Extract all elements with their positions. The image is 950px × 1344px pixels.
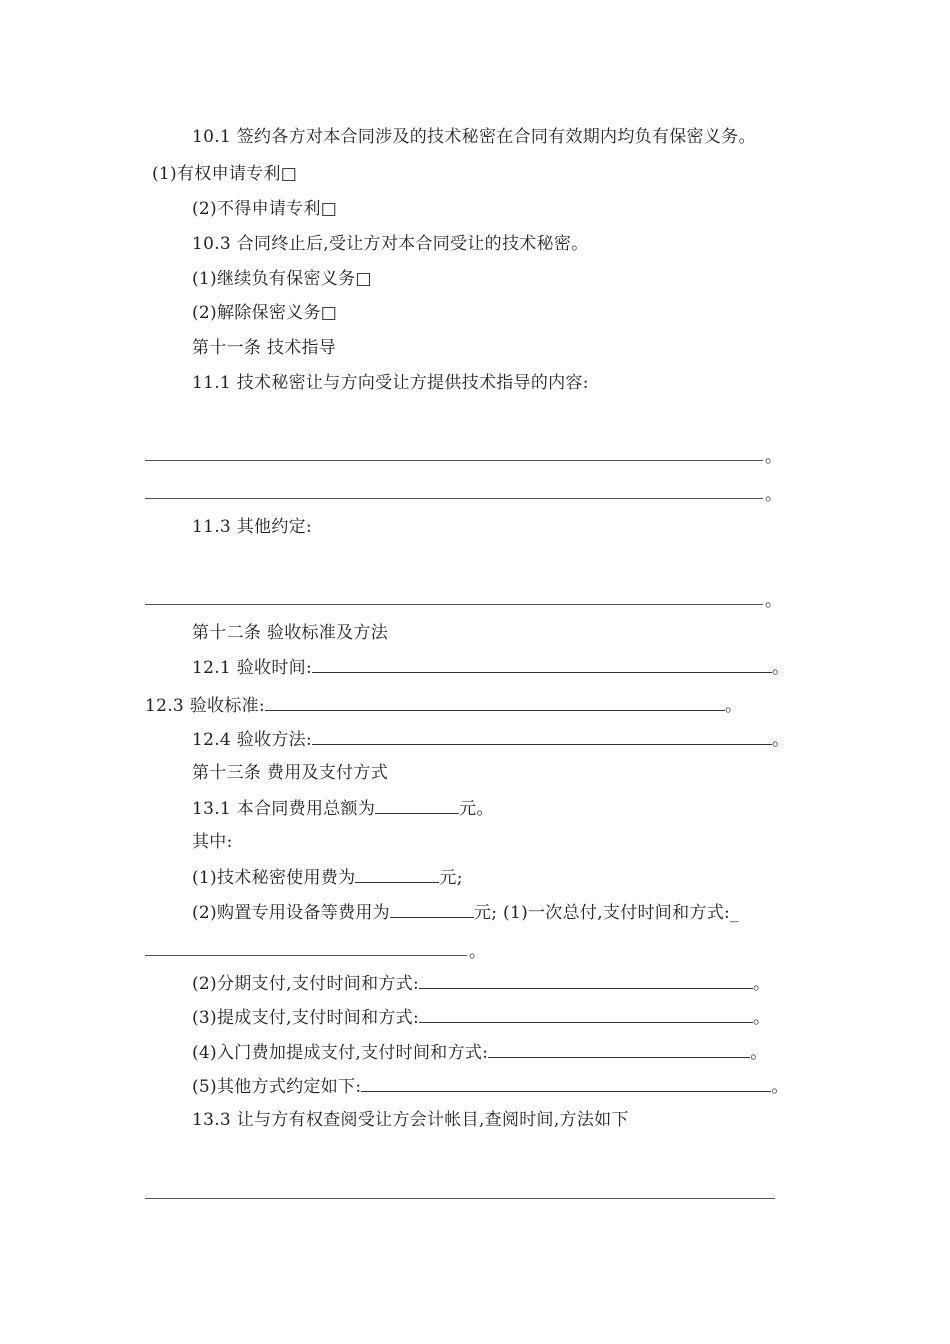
fill-line-11-b[interactable] — [145, 498, 763, 499]
use-fee-field[interactable] — [355, 866, 439, 883]
use-fee-unit: 元; — [439, 868, 463, 888]
lump-sum-label: 元; (1)一次总付,支付时间和方式: — [473, 903, 731, 923]
option-release-confidential: (2)解除保密义务□ — [192, 303, 338, 323]
period-mark: 。 — [771, 730, 790, 750]
total-fee-label: 13.1 本合同费用总额为 — [192, 799, 376, 819]
equipment-fee-row — [192, 901, 739, 924]
clause-12-3-label: 12.3 验收标准: — [145, 696, 265, 716]
clause-11-title: 第十一条 技术指导 — [192, 338, 337, 358]
use-fee-row — [192, 866, 463, 889]
installment-label: (2)分期支付,支付时间和方式: — [192, 974, 420, 994]
period-mark: 。 — [753, 974, 771, 994]
inspection-method-field[interactable] — [312, 728, 772, 745]
fill-line-11-3[interactable] — [145, 604, 763, 605]
option-keep-confidential: (1)继续负有保密义务□ — [192, 269, 372, 289]
period-mark: 。 — [750, 1043, 768, 1063]
option-no-patent: (2)不得申请专利□ — [192, 199, 338, 219]
clause-12-4-row — [192, 728, 789, 751]
equipment-fee-field[interactable] — [390, 901, 474, 918]
audit-fill-line[interactable] — [145, 1198, 775, 1199]
other-method-row — [192, 1075, 789, 1098]
period-mark: 。 — [724, 696, 743, 716]
clause-12-title: 第十二条 验收标准及方法 — [192, 623, 389, 643]
option-may-apply-patent: (1)有权申请专利□ — [152, 164, 298, 184]
royalty-field[interactable] — [419, 1006, 753, 1023]
inspection-standard-field[interactable] — [265, 694, 725, 711]
clause-12-1-row — [192, 656, 789, 679]
clause-12-4-label: 12.4 验收方法: — [192, 730, 312, 750]
clause-10-3: 10.3 合同终止后,受让方对本合同受让的技术秘密。 — [192, 234, 589, 254]
period-mark: 。 — [771, 1077, 789, 1097]
clause-13-1-row — [192, 797, 494, 820]
among-label: 其中: — [192, 832, 233, 852]
entry-fee-row — [192, 1041, 768, 1064]
equipment-fee-label: (2)购置专用设备等费用为 — [192, 903, 390, 923]
installment-row — [192, 972, 770, 995]
period-mark: 。 — [753, 1008, 771, 1028]
lump-sum-field[interactable] — [145, 955, 467, 956]
clause-12-1-label: 12.1 验收时间: — [192, 658, 312, 678]
royalty-label: (3)提成支付,支付时间和方式: — [192, 1008, 420, 1028]
clause-12-3-row — [145, 694, 742, 717]
underscore-mark: _ — [730, 903, 739, 923]
other-method-label: (5)其他方式约定如下: — [192, 1077, 362, 1097]
entry-fee-field[interactable] — [488, 1041, 750, 1058]
entry-fee-label: (4)入门费加提成支付,支付时间和方式: — [192, 1043, 489, 1063]
period-mark: 。 — [765, 485, 782, 505]
period-mark: 。 — [771, 658, 790, 678]
clause-11-3: 11.3 其他约定: — [192, 517, 312, 537]
clause-11-1: 11.1 技术秘密让与方向受让方提供技术指导的内容: — [192, 373, 589, 393]
period-mark: 。 — [765, 591, 782, 611]
installment-field[interactable] — [419, 972, 753, 989]
other-method-field[interactable] — [361, 1075, 771, 1092]
inspection-time-field[interactable] — [312, 656, 772, 673]
clause-13-title: 第十三条 费用及支付方式 — [192, 763, 389, 783]
clause-10-1: 10.1 签约各方对本合同涉及的技术秘密在合同有效期内均负有保密义务。 — [192, 127, 756, 147]
period-mark: 。 — [765, 447, 782, 467]
royalty-row — [192, 1006, 770, 1029]
fill-line-11-a[interactable] — [145, 460, 763, 461]
use-fee-label: (1)技术秘密使用费为 — [192, 868, 356, 888]
total-fee-field[interactable] — [375, 797, 459, 814]
clause-13-3: 13.3 让与方有权查阅受让方会计帐目,查阅时间,方法如下 — [192, 1110, 629, 1130]
period-mark: 。 — [469, 942, 486, 962]
total-fee-unit: 元。 — [459, 799, 494, 819]
